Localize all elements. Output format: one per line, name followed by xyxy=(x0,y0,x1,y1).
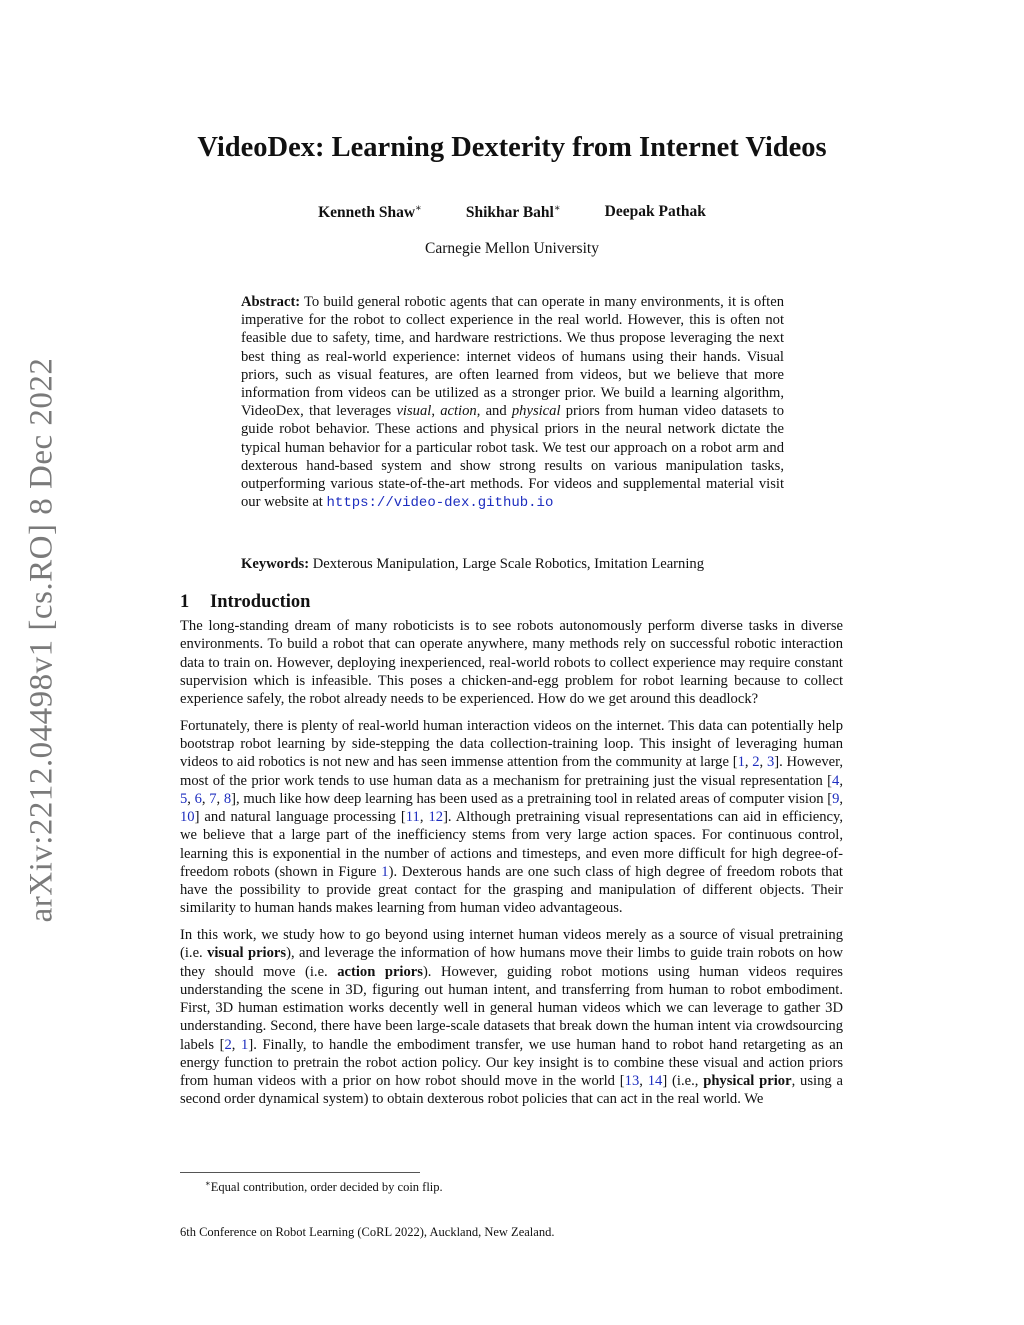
author: Deepak Pathak xyxy=(604,203,706,220)
citation-link[interactable]: 13 xyxy=(624,1073,640,1089)
citation-link[interactable]: 1 xyxy=(737,754,745,771)
citation-link[interactable]: 5 xyxy=(180,790,188,807)
author-list xyxy=(0,203,1024,222)
section-heading: 1 Introduction xyxy=(180,592,311,612)
citation-link[interactable]: 11 xyxy=(405,809,420,825)
citation-link[interactable]: 1 xyxy=(241,1036,249,1053)
paragraph: Fortunately, there is plenty of real-world human interaction videos on the internet. This data can potentially help bootstrap robot learning by side-stepping the data collection-training loop. This insight of leveraging human videos to aid robotics is not new and has seen immense attention from the community at large [1, 2, 3]. However, most of the prior work tends to use human data as a mechanism for pretraining just the visual representation [4, 5, 6, 7, 8], much like how deep learning has been used as a pretraining tool in related areas of computer vision [9, 10] and natural language processing [11, 12]. Although pretraining visual representations can aid in efficiency, we believe that a large part of the inefficiency stems from very large action spaces. For continuous control, learning this is exponential in the number of actions and timesteps, and even more difficult for high degree-of-freedom robots (shown in Figure 1). Dexterous hands are one such class of high degree of freedom robots that have the possibility to provide great contact for the grasping and manipulation of different objects. Their similarity to human hands makes learning from human video advantageous. xyxy=(180,717,844,917)
citation-link[interactable]: 8 xyxy=(223,790,232,807)
website-link[interactable]: https://video-dex.github.io xyxy=(326,495,554,512)
citation-link[interactable]: 6 xyxy=(194,790,202,807)
paragraph: In this work, we study how to go beyond using internet human videos merely as a source of visual pretraining (i.e. visual priors), and leverage the information of how humans move their limbs to guide train robots on how they should move (i.e. action priors). However, guiding robot motions using human videos requires understanding the scene in 3D, figuring out human intent, and transferring from human to robot embodiment. First, 3D human estimation works decently well in general human videos which we can leverage to gather 3D understanding. Second, there have been large-scale datasets that break down the human intent via crowdsourcing labels [2, 1]. Finally, to handle the embodiment transfer, we use human hand to robot hand retargeting as an energy function to pretrain the robot action policy. Our key insight is to combine these visual and action priors from human videos with a prior on how robot should move in the world [13, 14] (i.e., physical prior, using a second order dynamical system) to obtain dexterous robot policies that can act in the real world. We xyxy=(180,927,844,1108)
footnote: ∗Equal contribution, order decided by coin flip. xyxy=(205,1178,443,1195)
footnote-rule xyxy=(180,1172,420,1173)
keywords-label: Keywords: xyxy=(241,556,310,572)
citation-link[interactable]: 7 xyxy=(209,790,217,807)
affiliation: Carnegie Mellon University xyxy=(425,240,599,257)
citation-link[interactable]: 10 xyxy=(180,809,195,825)
venue-note: 6th Conference on Robot Learning (CoRL 2022), Auckland, New Zealand. xyxy=(180,1225,555,1239)
citation-link[interactable]: 2 xyxy=(752,754,760,771)
citation-link[interactable]: 9 xyxy=(832,790,840,807)
paragraph: The long-standing dream of many roboticists is to see robots autonomously perform diverse tasks in diverse environments. To build a robot that can operate anywhere, many methods rely on successful robotic interaction data to train on. However, deploying inexperienced, real-world robots to collect experience may require constant supervision which is infeasible. This poses a chicken-and-egg problem for robot learning because to collect experience safely, the robot already needs to be experienced. How do we get around this deadlock? xyxy=(180,618,843,707)
citation-link[interactable]: 3 xyxy=(766,754,775,771)
figure-link[interactable]: 1 xyxy=(381,863,389,880)
author: Kenneth Shaw∗ xyxy=(318,203,422,222)
arxiv-stamp: arXiv:2212.04498v1 [cs.RO] 8 Dec 2022 xyxy=(23,357,60,923)
keywords: Keywords: Dexterous Manipulation, Large Scale Robotics, Imitation Learning xyxy=(241,556,704,572)
section-body xyxy=(180,617,843,1117)
abstract-label: Abstract: xyxy=(241,294,301,310)
abstract: Abstract: To build general robotic agents that can operate in many environments, it is often imperative for the robot to collect experience in the real world. However, this is often not feasible due to safety, time, and hardware restrictions. We thus propose leveraging the next best thing as real-world experience: internet videos of humans using their hands. Visual priors, such as visual features, are often learned from videos, but we believe that more information from videos can be utilized as a stronger prior. We build a learning algorithm, VideoDex, that leverages visual, action, and physical priors from human video datasets to guide robot behavior. These actions and physical priors in the neural network dictate the typical human behavior for a particular robot task. We test our approach on a robot arm and dexterous hand-based system and show strong results on various manipulation tasks, outperforming various state-of-the-art methods. For videos and supplemental material visit our website at https://video-dex.github.io xyxy=(241,294,785,512)
author: Shikhar Bahl∗ xyxy=(465,203,561,222)
citation-link[interactable]: 4 xyxy=(832,772,840,789)
paper-title: VideoDex: Learning Dexterity from Internet Videos xyxy=(197,132,827,163)
citation-link[interactable]: 2 xyxy=(224,1036,232,1053)
citation-link[interactable]: 14 xyxy=(647,1073,663,1089)
citation-link[interactable]: 12 xyxy=(428,809,444,825)
